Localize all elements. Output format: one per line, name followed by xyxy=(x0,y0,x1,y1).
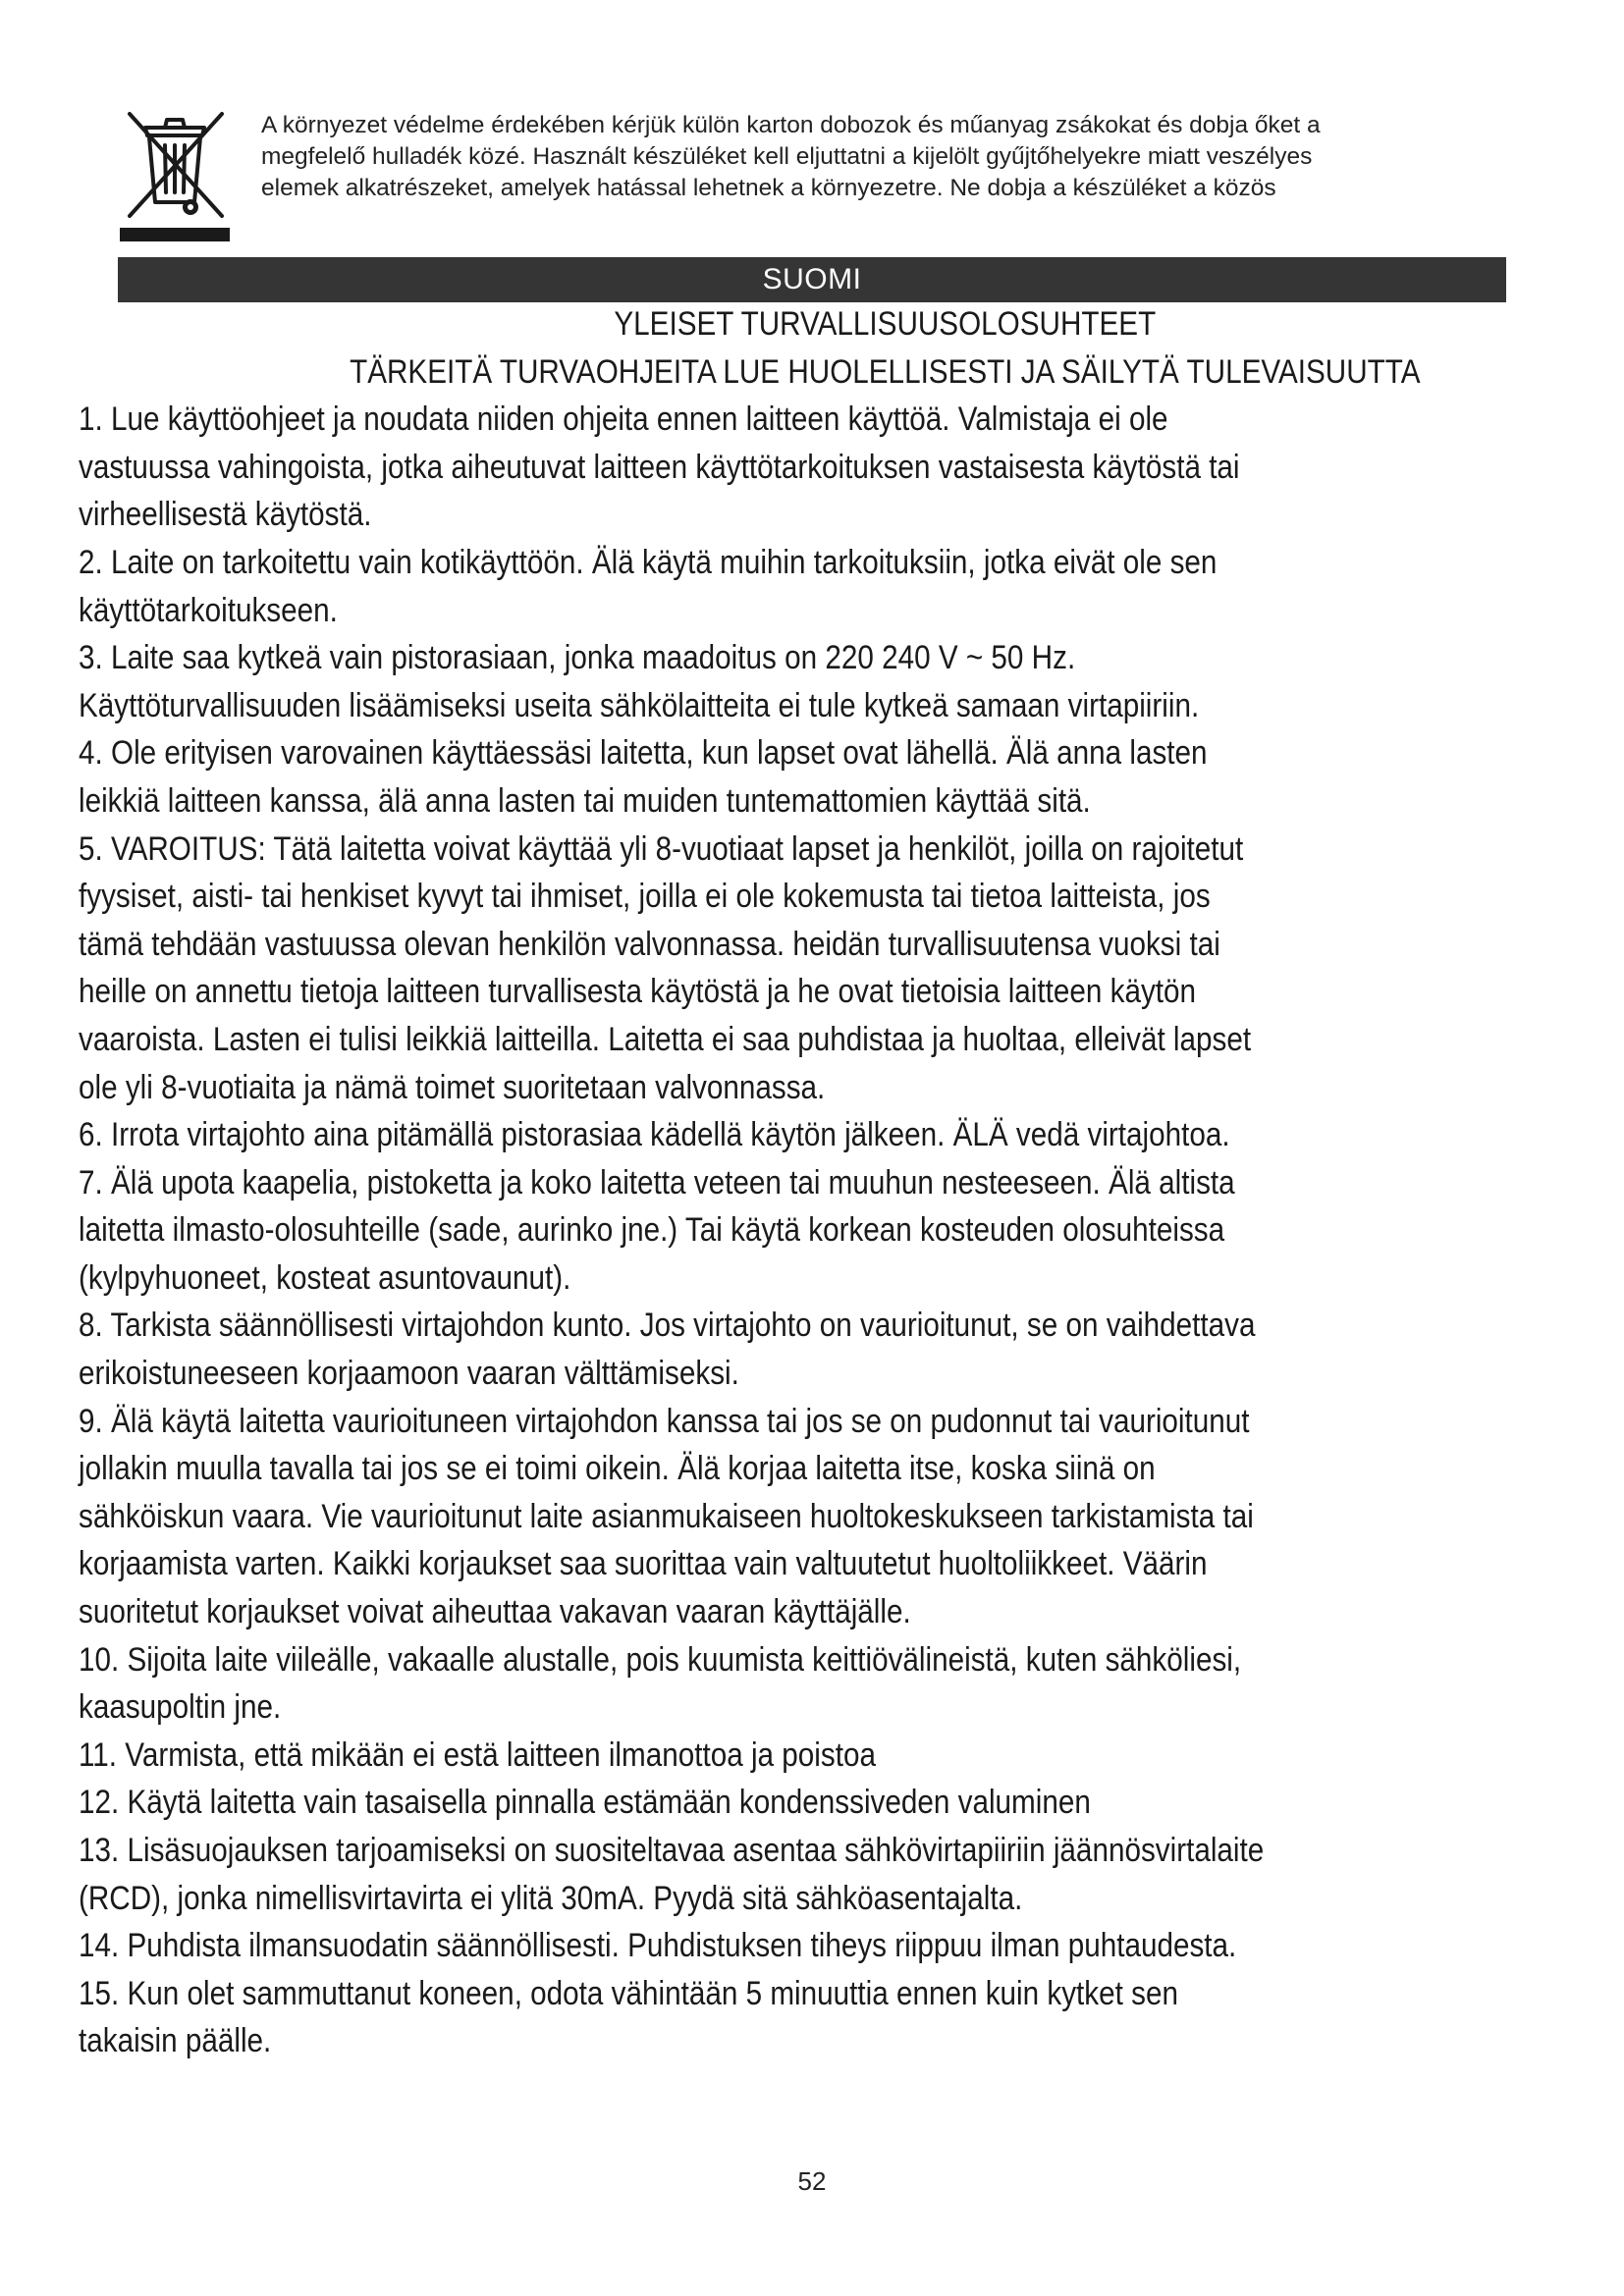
item-line: sähköiskun vaara. Vie vaurioitunut laite asianmukaiseen huoltokeskukseen tarkistamista tai xyxy=(79,1497,1254,1535)
item-line: 3. Laite saa kytkeä vain pistorasiaan, jonka maadoitus on 220 240 V ~ 50 Hz. xyxy=(79,639,1076,677)
item-line: virheellisestä käytöstä. xyxy=(79,496,372,534)
list-item xyxy=(79,1302,1345,1397)
list-item xyxy=(79,1970,1345,2065)
item-line: fyysiset, aisti- tai henkiset kyvyt tai ihmiset, joilla ei ole kokemusta tai tietoa laitteista, jos xyxy=(79,878,1211,916)
list-item xyxy=(79,1636,1345,1732)
item-line: Käyttöturvallisuuden lisäämiseksi useita sähkölaitteita ei tule kytkeä samaan virtapiiriin. xyxy=(79,686,1200,724)
list-item xyxy=(79,1922,1345,1970)
section-title: YLEISET TURVALLISUUSOLOSUHTEET xyxy=(614,305,1157,343)
item-line: 5. VAROITUS: Tätä laitetta voivat käyttää yli 8-vuotiaat lapset ja henkilöt, joilla on rajoitetut xyxy=(79,829,1244,868)
list-item xyxy=(79,539,1345,634)
item-line: 4. Ole erityisen varovainen käyttäessäsi laitetta, kun lapset ovat lähellä. Älä anna lasten xyxy=(79,734,1208,773)
list-item xyxy=(79,1398,1345,1636)
item-line: 14. Puhdista ilmansuodatin säännöllisesti. Puhdistuksen tiheys riippuu ilman puhtaudesta. xyxy=(79,1927,1237,1965)
item-line: 8. Tarkista säännöllisesti virtajohdon kunto. Jos virtajohto on vaurioitunut, se on vaihdettava xyxy=(79,1307,1256,1345)
item-line: 7. Älä upota kaapelia, pistoketta ja koko laitetta veteen tai muuhun nesteeseen. Älä altista xyxy=(79,1163,1235,1201)
list-item xyxy=(79,729,1345,825)
list-item xyxy=(79,634,1345,729)
safety-instructions xyxy=(79,300,1421,2065)
list-item xyxy=(79,1779,1345,1827)
item-line: (RCD), jonka nimellisvirtavirta ei ylitä 30mA. Pyydä sitä sähköasentajalta. xyxy=(79,1879,1023,1917)
item-line: 9. Älä käytä laitetta vaurioituneen virtajohdon kanssa tai jos se on pudonnut tai vaurioitunut xyxy=(79,1402,1250,1440)
list-item xyxy=(79,1159,1345,1303)
item-line: leikkiä laitteen kanssa, älä anna lasten tai muiden tuntemattomien käyttää sitä. xyxy=(79,781,1091,820)
item-line: 12. Käytä laitetta vain tasaisella pinnalla estämään kondenssiveden valuminen xyxy=(79,1784,1091,1822)
notice-line: A környezet védelme érdekében kérjük külön karton dobozok és műanyag zsákokat és dobja őket a xyxy=(261,112,1321,138)
item-line: 1. Lue käyttöohjeet ja noudata niiden ohjeita ennen laitteen käyttöä. Valmistaja ei ole xyxy=(79,400,1168,439)
notice-line: megfelelő hulladék közé. Használt készüléket kell eljuttatni a kijelölt gyűjtőhelyekre miatt veszélyes xyxy=(261,143,1313,170)
item-line: tämä tehdään vastuussa olevan henkilön valvonnassa. heidän turvallisuutensa vuoksi tai xyxy=(79,925,1220,963)
list-item xyxy=(79,826,1345,1112)
item-line: heille on annettu tietoja laitteen turvallisesta käytöstä ja he ovat tietoisia laitteen käytön xyxy=(79,973,1197,1011)
list-item xyxy=(79,1732,1345,1780)
item-line: korjaamista varten. Kaikki korjaukset saa suorittaa vain valtuutetut huoltoliikkeet. Väärin xyxy=(79,1545,1208,1583)
item-line: laitetta ilmasto-olosuhteille (sade, aurinko jne.) Tai käytä korkean kosteuden olosuhteissa xyxy=(79,1211,1225,1250)
item-line: kaasupoltin jne. xyxy=(79,1688,282,1727)
section-subtitle: TÄRKEITÄ TURVAOHJEITA LUE HUOLELLISESTI JA SÄILYTÄ TULEVAISUUTTA xyxy=(350,352,1421,391)
list-item xyxy=(79,396,1345,539)
instruction-list xyxy=(79,396,1345,2065)
page-number: 52 xyxy=(797,2166,827,2196)
item-line: 10. Sijoita laite viileälle, vakaalle alustalle, pois kuumista keittiövälineistä, kuten sähköliesi, xyxy=(79,1640,1242,1679)
item-line: 6. Irrota virtajohto aina pitämällä pistorasiaa kädellä käytön jälkeen. ÄLÄ vedä virtajohtoa. xyxy=(79,1116,1230,1154)
item-line: 13. Lisäsuojauksen tarjoamiseksi on suositeltavaa asentaa sähkövirtapiiriin jäännösvirtalaite xyxy=(79,1832,1265,1869)
item-line: 11. Varmista, että mikään ei estä laitteen ilmanottoa ja poistoa xyxy=(79,1735,876,1774)
item-line: takaisin päälle. xyxy=(79,2022,272,2060)
item-line: käyttötarkoitukseen. xyxy=(79,591,338,629)
list-item xyxy=(79,1111,1345,1159)
crossed-out-wheelie-bin-icon xyxy=(120,106,230,241)
notice-line: elemek alkatrészeket, amelyek hatással lehetnek a környezetre. Ne dobja a készüléket a közös xyxy=(261,175,1276,201)
language-banner: SUOMI xyxy=(118,257,1506,302)
item-line: jollakin muulla tavalla tai jos se ei toimi oikein. Älä korjaa laitetta itse, koska siinä on xyxy=(79,1450,1156,1488)
item-line: ole yli 8-vuotiaita ja nämä toimet suoritetaan valvonnassa. xyxy=(79,1068,826,1106)
item-line: vastuussa vahingoista, jotka aiheutuvat laitteen käyttötarkoituksen vastaisesta käytöstä tai xyxy=(79,448,1240,486)
item-line: suoritetut korjaukset voivat aiheuttaa vakavan vaaran käyttäjälle. xyxy=(79,1593,911,1631)
item-line: 2. Laite on tarkoitettu vain kotikäyttöön. Älä käytä muihin tarkoituksiin, jotka eivät ole sen xyxy=(79,543,1218,581)
item-line: 15. Kun olet sammuttanut koneen, odota vähintään 5 minuuttia ennen kuin kytket sen xyxy=(79,1974,1178,2012)
list-item xyxy=(79,1827,1345,1922)
item-line: erikoistuneeseen korjaamoon vaaran välttämiseksi. xyxy=(79,1355,739,1393)
environment-notice xyxy=(261,110,1547,204)
item-line: vaaroista. Lasten ei tulisi leikkiä laitteilla. Laitetta ei saa puhdistaa ja huoltaa, elleivät lapset xyxy=(79,1020,1252,1058)
item-line: (kylpyhuoneet, kosteat asuntovaunut). xyxy=(79,1258,571,1297)
